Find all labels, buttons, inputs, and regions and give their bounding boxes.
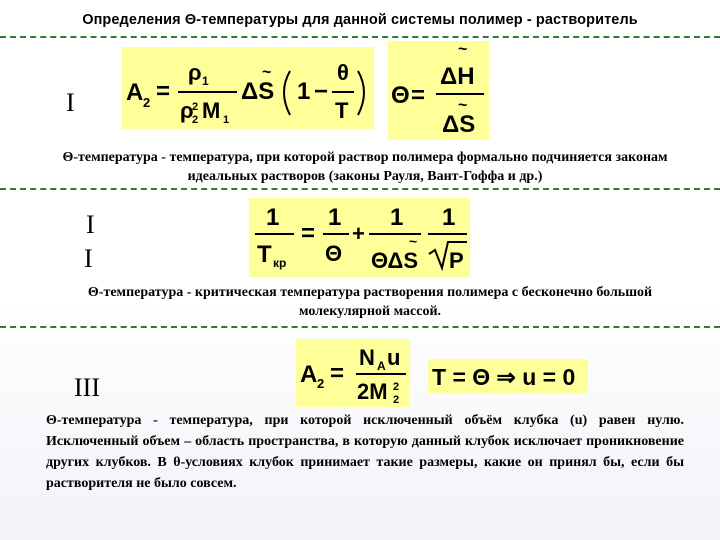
- section-label-1: I: [66, 88, 75, 117]
- section-label-2-top: I: [86, 210, 95, 239]
- svg-text:1: 1: [297, 78, 311, 105]
- section-label-3: III: [74, 373, 100, 402]
- svg-text:2: 2: [143, 95, 151, 110]
- divider: [0, 188, 720, 190]
- svg-text:−: −: [314, 78, 329, 105]
- svg-text:u: u: [387, 345, 401, 370]
- section-label-2-bottom: I: [84, 244, 93, 273]
- svg-text:~: ~: [458, 97, 468, 114]
- svg-text:2: 2: [192, 101, 199, 113]
- formula-theta-entropy: [388, 41, 489, 140]
- svg-text:2: 2: [192, 114, 199, 126]
- svg-text:A: A: [126, 79, 144, 106]
- definition-2-text: Θ-температура - критическая температура растворения полимера с бесконечно большой молекулярной массой.: [87, 285, 653, 319]
- svg-text:=: =: [330, 360, 345, 387]
- svg-text:кр: кр: [273, 256, 287, 270]
- svg-text:~: ~: [458, 41, 468, 58]
- svg-text:ΘΔS: ΘΔS: [371, 248, 419, 273]
- svg-text:2: 2: [393, 394, 400, 406]
- svg-text:1: 1: [223, 114, 230, 126]
- svg-text:Θ: Θ: [325, 241, 343, 266]
- svg-text:T = Θ ⇒ u = 0: T = Θ ⇒ u = 0: [432, 364, 576, 390]
- divider: [0, 36, 720, 38]
- svg-text:θ: θ: [337, 60, 349, 85]
- formula-critical-box: [249, 198, 470, 277]
- svg-text:~: ~: [409, 233, 418, 249]
- svg-text:T: T: [335, 98, 349, 123]
- svg-text:1: 1: [266, 204, 280, 231]
- svg-text:Θ: Θ: [391, 82, 410, 109]
- svg-text:1: 1: [442, 204, 456, 231]
- formula-theta-condition: [428, 359, 588, 393]
- svg-text:A: A: [377, 359, 386, 373]
- page-title: Определения Θ-температуры для данной системы полимер - растворитель: [82, 12, 638, 28]
- svg-text:=: =: [301, 220, 316, 247]
- svg-text:2: 2: [393, 381, 400, 393]
- svg-text:1: 1: [202, 74, 209, 88]
- svg-text:1: 1: [390, 204, 404, 231]
- svg-text:A: A: [300, 361, 318, 388]
- svg-text:~: ~: [262, 64, 272, 81]
- svg-text:M: M: [202, 98, 221, 123]
- formula-a2-osmotic: [122, 47, 374, 129]
- definition-1-text: Θ-температура - температура, при которой раствор полимера формально подчиняется законам идеальных растворов (законы Рауля, Вант-Гоффа и др.): [62, 150, 668, 184]
- svg-text:1: 1: [328, 204, 342, 231]
- svg-text:+: +: [352, 221, 365, 246]
- formula-critical-temperature: [249, 198, 470, 277]
- svg-text:=: =: [411, 82, 426, 109]
- formula-excluded-volume-box: [296, 339, 410, 407]
- svg-text:=: =: [156, 78, 171, 105]
- svg-text:2: 2: [317, 376, 325, 391]
- formula-excluded-volume: [296, 339, 410, 407]
- svg-text:P: P: [449, 248, 464, 273]
- svg-text:ΔS: ΔS: [241, 78, 275, 105]
- svg-text:ρ: ρ: [188, 60, 202, 85]
- svg-text:T: T: [257, 241, 272, 268]
- svg-text:ρ: ρ: [180, 98, 194, 123]
- formula-a2-box: [122, 47, 374, 129]
- svg-text:N: N: [359, 345, 375, 370]
- formula-theta-box: [388, 41, 489, 140]
- divider: [0, 326, 720, 328]
- definition-3-text: Θ-температура - температура, при которой исключенный объём клубка (u) равен нулю. Исключенный объем – область пространства, в которую данный клубок исключает проникновение других клубков. В θ-условиях клубок принимает такие размеры, какие он принял бы, если бы растворителя не было совсем.: [46, 413, 684, 491]
- svg-text:ΔH: ΔH: [440, 63, 475, 90]
- svg-text:2M: 2M: [357, 379, 388, 404]
- svg-text:ΔS: ΔS: [442, 111, 476, 138]
- formula-theta-condition-box: [428, 359, 588, 393]
